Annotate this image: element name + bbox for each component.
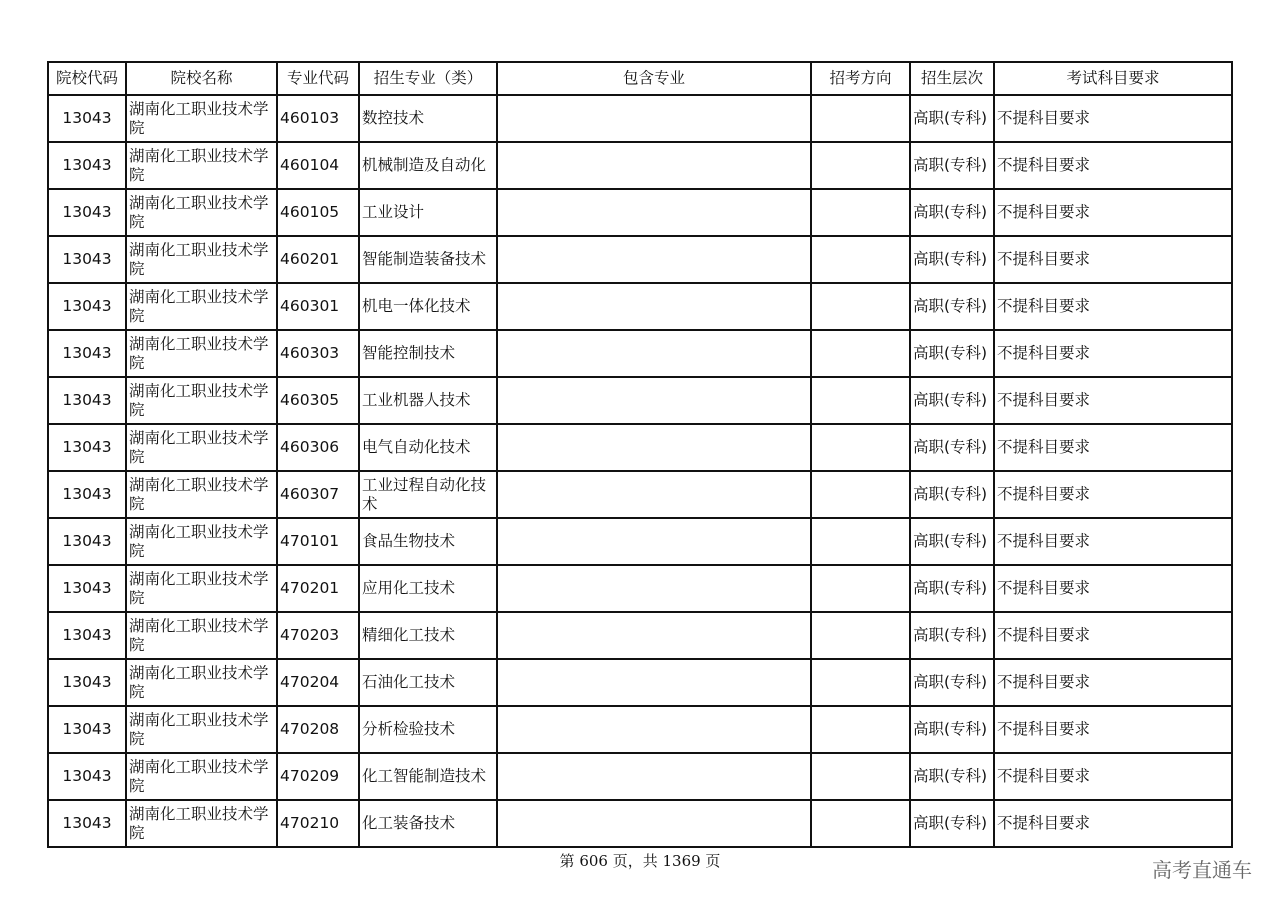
cell-subject-requirement: 不提科目要求 [994, 189, 1232, 236]
cell-subject-requirement: 不提科目要求 [994, 330, 1232, 377]
cell-included-majors [497, 283, 811, 330]
table-row [48, 706, 1232, 753]
cell-subject-requirement: 不提科目要求 [994, 142, 1232, 189]
cell-school-name: 湖南化工职业技术学院 [126, 424, 277, 471]
cell-major-name: 分析检验技术 [359, 706, 497, 753]
cell-level: 高职(专科) [910, 330, 994, 377]
table-row [48, 565, 1232, 612]
cell-subject-requirement: 不提科目要求 [994, 753, 1232, 800]
cell-major-name: 化工智能制造技术 [359, 753, 497, 800]
cell-major-name: 化工装备技术 [359, 800, 497, 847]
cell-school-name: 湖南化工职业技术学院 [126, 377, 277, 424]
table-row [48, 236, 1232, 283]
cell-level: 高职(专科) [910, 706, 994, 753]
cell-direction [811, 471, 910, 518]
cell-subject-requirement: 不提科目要求 [994, 518, 1232, 565]
cell-subject-requirement: 不提科目要求 [994, 95, 1232, 142]
cell-included-majors [497, 518, 811, 565]
cell-school-name: 湖南化工职业技术学院 [126, 471, 277, 518]
cell-major-code: 470201 [277, 565, 359, 612]
cell-level: 高职(专科) [910, 142, 994, 189]
cell-school-name: 湖南化工职业技术学院 [126, 800, 277, 847]
cell-included-majors [497, 424, 811, 471]
header-school-name: 院校名称 [126, 62, 277, 95]
cell-included-majors [497, 189, 811, 236]
cell-major-name: 工业设计 [359, 189, 497, 236]
cell-major-code: 470209 [277, 753, 359, 800]
table-row [48, 471, 1232, 518]
cell-level: 高职(专科) [910, 753, 994, 800]
cell-major-code: 470204 [277, 659, 359, 706]
header-included-majors: 包含专业 [497, 62, 811, 95]
cell-level: 高职(专科) [910, 236, 994, 283]
cell-direction [811, 424, 910, 471]
table-row [48, 330, 1232, 377]
cell-major-code: 470101 [277, 518, 359, 565]
cell-school-code: 13043 [48, 283, 126, 330]
cell-school-code: 13043 [48, 612, 126, 659]
cell-school-name: 湖南化工职业技术学院 [126, 706, 277, 753]
cell-major-name: 精细化工技术 [359, 612, 497, 659]
cell-major-name: 电气自动化技术 [359, 424, 497, 471]
cell-subject-requirement: 不提科目要求 [994, 612, 1232, 659]
cell-subject-requirement: 不提科目要求 [994, 565, 1232, 612]
cell-subject-requirement: 不提科目要求 [994, 706, 1232, 753]
cell-school-name: 湖南化工职业技术学院 [126, 518, 277, 565]
table-row [48, 95, 1232, 142]
cell-school-code: 13043 [48, 565, 126, 612]
cell-school-name: 湖南化工职业技术学院 [126, 283, 277, 330]
cell-direction [811, 377, 910, 424]
cell-major-code: 470208 [277, 706, 359, 753]
cell-level: 高职(专科) [910, 283, 994, 330]
cell-major-code: 470210 [277, 800, 359, 847]
admission-table-container [47, 61, 1233, 848]
table-body [48, 95, 1232, 847]
cell-major-name: 数控技术 [359, 95, 497, 142]
cell-school-code: 13043 [48, 142, 126, 189]
cell-major-code: 460104 [277, 142, 359, 189]
cell-direction [811, 283, 910, 330]
cell-major-code: 470203 [277, 612, 359, 659]
cell-included-majors [497, 330, 811, 377]
cell-school-code: 13043 [48, 95, 126, 142]
cell-direction [811, 95, 910, 142]
cell-school-code: 13043 [48, 753, 126, 800]
cell-level: 高职(专科) [910, 659, 994, 706]
cell-major-name: 工业机器人技术 [359, 377, 497, 424]
header-major-code: 专业代码 [277, 62, 359, 95]
cell-level: 高职(专科) [910, 518, 994, 565]
cell-level: 高职(专科) [910, 800, 994, 847]
cell-included-majors [497, 612, 811, 659]
cell-major-code: 460305 [277, 377, 359, 424]
cell-major-name: 智能控制技术 [359, 330, 497, 377]
cell-major-name: 石油化工技术 [359, 659, 497, 706]
cell-level: 高职(专科) [910, 565, 994, 612]
cell-major-name: 食品生物技术 [359, 518, 497, 565]
cell-school-code: 13043 [48, 706, 126, 753]
cell-level: 高职(专科) [910, 95, 994, 142]
table-row [48, 659, 1232, 706]
cell-level: 高职(专科) [910, 471, 994, 518]
cell-school-name: 湖南化工职业技术学院 [126, 95, 277, 142]
cell-school-name: 湖南化工职业技术学院 [126, 330, 277, 377]
cell-subject-requirement: 不提科目要求 [994, 283, 1232, 330]
table-row [48, 283, 1232, 330]
cell-school-code: 13043 [48, 189, 126, 236]
cell-included-majors [497, 95, 811, 142]
cell-included-majors [497, 565, 811, 612]
header-school-code: 院校代码 [48, 62, 126, 95]
header-level: 招生层次 [910, 62, 994, 95]
cell-school-name: 湖南化工职业技术学院 [126, 565, 277, 612]
cell-included-majors [497, 753, 811, 800]
cell-major-code: 460105 [277, 189, 359, 236]
cell-subject-requirement: 不提科目要求 [994, 377, 1232, 424]
cell-direction [811, 142, 910, 189]
header-direction: 招考方向 [811, 62, 910, 95]
cell-major-code: 460103 [277, 95, 359, 142]
table-row [48, 800, 1232, 847]
cell-included-majors [497, 236, 811, 283]
cell-school-code: 13043 [48, 424, 126, 471]
cell-school-name: 湖南化工职业技术学院 [126, 659, 277, 706]
cell-major-code: 460201 [277, 236, 359, 283]
cell-school-code: 13043 [48, 377, 126, 424]
cell-school-name: 湖南化工职业技术学院 [126, 753, 277, 800]
cell-subject-requirement: 不提科目要求 [994, 800, 1232, 847]
cell-major-code: 460301 [277, 283, 359, 330]
table-row [48, 612, 1232, 659]
cell-major-code: 460307 [277, 471, 359, 518]
cell-school-code: 13043 [48, 330, 126, 377]
cell-major-name: 工业过程自动化技术 [359, 471, 497, 518]
cell-level: 高职(专科) [910, 612, 994, 659]
cell-subject-requirement: 不提科目要求 [994, 236, 1232, 283]
cell-school-code: 13043 [48, 236, 126, 283]
cell-direction [811, 236, 910, 283]
cell-subject-requirement: 不提科目要求 [994, 424, 1232, 471]
cell-included-majors [497, 800, 811, 847]
cell-major-name: 机电一体化技术 [359, 283, 497, 330]
cell-direction [811, 565, 910, 612]
cell-direction [811, 330, 910, 377]
cell-included-majors [497, 142, 811, 189]
cell-school-name: 湖南化工职业技术学院 [126, 236, 277, 283]
cell-direction [811, 753, 910, 800]
cell-school-code: 13043 [48, 471, 126, 518]
cell-included-majors [497, 377, 811, 424]
watermark-text: 高考直通车 [1152, 858, 1252, 882]
table-header-row [48, 62, 1232, 95]
cell-subject-requirement: 不提科目要求 [994, 471, 1232, 518]
cell-included-majors [497, 706, 811, 753]
cell-major-name: 应用化工技术 [359, 565, 497, 612]
cell-major-code: 460306 [277, 424, 359, 471]
cell-school-name: 湖南化工职业技术学院 [126, 612, 277, 659]
table-row [48, 753, 1232, 800]
cell-level: 高职(专科) [910, 424, 994, 471]
cell-school-code: 13043 [48, 800, 126, 847]
table-row [48, 518, 1232, 565]
header-subject-requirement: 考试科目要求 [994, 62, 1232, 95]
cell-major-name: 智能制造装备技术 [359, 236, 497, 283]
admission-table [47, 61, 1233, 848]
table-row [48, 189, 1232, 236]
cell-level: 高职(专科) [910, 377, 994, 424]
cell-direction [811, 800, 910, 847]
cell-direction [811, 612, 910, 659]
cell-direction [811, 659, 910, 706]
table-row [48, 142, 1232, 189]
cell-major-name: 机械制造及自动化 [359, 142, 497, 189]
cell-direction [811, 189, 910, 236]
cell-school-code: 13043 [48, 659, 126, 706]
table-row [48, 377, 1232, 424]
cell-school-name: 湖南化工职业技术学院 [126, 142, 277, 189]
table-row [48, 424, 1232, 471]
cell-direction [811, 518, 910, 565]
cell-school-code: 13043 [48, 518, 126, 565]
page-number: 第 606 页，共 1369 页 [559, 852, 721, 870]
cell-level: 高职(专科) [910, 189, 994, 236]
cell-included-majors [497, 471, 811, 518]
cell-subject-requirement: 不提科目要求 [994, 659, 1232, 706]
cell-direction [811, 706, 910, 753]
header-major-category: 招生专业（类） [359, 62, 497, 95]
cell-major-code: 460303 [277, 330, 359, 377]
cell-school-name: 湖南化工职业技术学院 [126, 189, 277, 236]
cell-included-majors [497, 659, 811, 706]
